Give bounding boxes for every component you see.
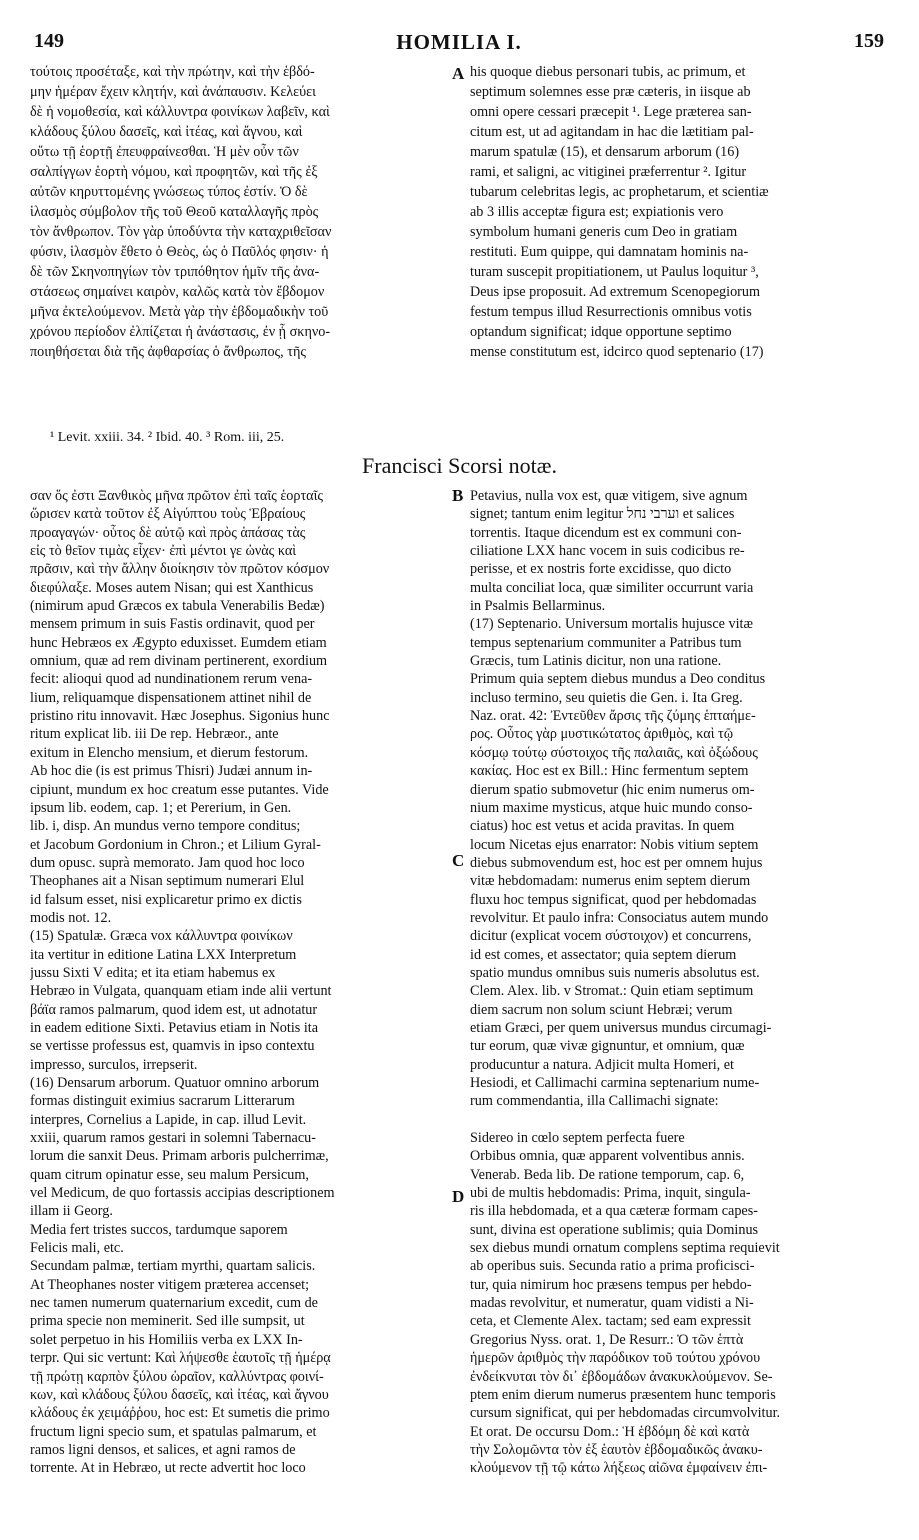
greek-text-line: ἱλασμὸς σύμβολον τῆς τοῦ Θεοῦ καταλλαγῆς πρὸς [30, 204, 319, 220]
margin-letter-a: A [452, 64, 465, 83]
notes-line: Hesiodi, et Callimachi carmina septenarium nume- [470, 1075, 760, 1091]
notes-line: βάϊα ramos palmarum, quod idem est, ut adnotatur [30, 1001, 318, 1018]
notes-line: sunt, divina est operatione sublimis; quia Dominus [470, 1221, 759, 1238]
notes-line: Primum quia septem diebus mundus a Deo conditus [470, 671, 766, 688]
greek-text-line: ποιηθήσεται διὰ τῆς ἀφθαρσίας ὁ ἄνθρωπος, τῆς [30, 344, 306, 360]
notes-line: fluxu hoc tempus significat, quod per hebdomadas [470, 891, 757, 908]
notes-line: tempus septenarium communiter a Patribus tum [470, 634, 742, 651]
margin-letter-d: D [452, 1187, 465, 1206]
notes-line: torrentis. Itaque dicendum est ex communi con- [470, 524, 742, 541]
notes-line: ptem enim dierum numerus præsentem hunc temporis [470, 1386, 776, 1403]
notes-line: mensem primum in suis Fastis ordinavit, quod per [30, 616, 315, 633]
running-header [34, 30, 884, 56]
notes-line: perisse, et ex nostris forte excidisse, quo dicto [470, 561, 732, 578]
notes-line: terpr. Qui sic vertunt: Καὶ λήψεσθε ἑαυτοῖς τῇ ἡμέρᾳ [30, 1350, 331, 1367]
notes-column-left [30, 487, 448, 1478]
notes-line: Petavius, nulla vox est, quæ vitigem, sive agnum [470, 488, 748, 504]
latin-text-line: restituti. Eum quippe, qui damnatam hominis na- [470, 244, 749, 260]
notes-line: nec tamen numerum quaternarium excedit, cum de [30, 1295, 318, 1312]
notes-line: illam ii Georg. [30, 1203, 113, 1220]
notes-line: signet; tantum enim legitur וערבי נחל et salices [470, 506, 735, 523]
latin-text-line: rami, et saligni, ac vitiginei præferrentur ². Igitur [470, 164, 747, 180]
notes-line: κλούμενον τῇ τῷ κάτω λήξεως αἰῶνα ἐμφαίνειν ἐπι- [470, 1460, 768, 1477]
greek-text-column [30, 62, 448, 362]
notes-line: dum opusc. suprà memorato. Jam quod hoc loco [30, 854, 305, 871]
greek-text-line: τὸν ἄνθρωπον. Τὸν γὰρ ὑποδύντα τὴν καταχριθεῖσαν [30, 224, 332, 240]
greek-text-line: κλάδους ξύλου δασεῖς, καὶ ἰτέας, καὶ ἄγνου, καὶ [30, 124, 303, 140]
greek-text-line: φύσιν, ἱλασμὸν ἔθετο ὁ Θεὸς, ὡς ὁ Παῦλός φησιν· ἡ [30, 244, 329, 260]
greek-text-line: δὲ τῶν Σκηνοπηγίων τὸν τριπόθητον ἡμῖν τῆς ἀνα- [30, 264, 320, 280]
notes-line: (16) Densarum arborum. Quatuor omnino arborum [30, 1075, 320, 1091]
latin-text-line: symbolum humani generis cum Deo in gratiam [470, 224, 738, 240]
notes-line: nium maxime mysticus, atque huic mundo conso- [470, 799, 753, 816]
greek-text-line: χρόνου περίοδον ἐλπίζεται ἡ ἀνάστασις, ἐν ᾗ σκηνο- [30, 324, 331, 340]
notes-line: ab operibus suis. Secunda ratio a prima proficisci- [470, 1258, 755, 1275]
notes-line: Orbibus omnia, quæ apparent volventibus annis. [470, 1148, 745, 1165]
notes-line: διεφύλαξε. Moses autem Nisan; qui est Xanthicus [30, 579, 314, 596]
notes-line: εἰς τὸ θεῖον τιμὰς εἶχεν· ἐπὶ μέντοι γε ὠνὰς καὶ [30, 543, 297, 560]
notes-line: incluso termino, seu quietis die Gen. i. Ita Greg. [470, 689, 743, 706]
notes-line: fructum ligni specio sum, et spatulas palmarum, et [30, 1423, 317, 1440]
margin-letter-c: C [452, 851, 465, 870]
notes-line: ἐνδείκνυται τὸν δι᾽ ἑβδομάδων ἀνακυκλούμενον. Se- [470, 1368, 773, 1385]
greek-text-line: δὲ ἡ νομοθεσία, καὶ κάλλυντρα φοινίκων λαβεῖν, καὶ [30, 104, 330, 120]
notes-line: ipsum lib. eodem, cap. 1; et Pererium, in Gen. [30, 799, 292, 816]
notes-line: hunc Hebræos ex Ægypto eduxisset. Eumdem etiam [30, 634, 327, 651]
notes-line: in Psalmis Bellarminus. [470, 598, 606, 615]
notes-line: lium, reliquamque dispensationem attinet nihil de [30, 689, 312, 706]
latin-text-column [470, 62, 885, 362]
latin-text-line: ab 3 illis acceptæ figura est; expiationis vero [470, 204, 724, 220]
running-title: HOMILIA I. [396, 30, 522, 54]
greek-text-line: οὕτω τῇ ἑορτῇ ἐπευφραίνεσθαι. Ἡ μὲν οὖν τῶν [30, 144, 299, 160]
greek-text-line: τούτοις προσέταξε, καὶ τὴν πρώτην, καὶ τὴν ἑβδό- [30, 64, 315, 80]
notes-line: etiam Græci, per quem universus mundus circumagi- [470, 1019, 772, 1036]
notes-line: xxiii, quarum ramos gestari in solemni Tabernacu- [30, 1130, 316, 1147]
notes-line: ramos ligni densos, et salices, et agni ramos de [30, 1441, 296, 1458]
latin-text-line: Deus ipse proposuit. Ad extremum Scenopegiorum [470, 284, 761, 300]
notes-line: multa conciliat loca, quæ similiter occurrunt varia [470, 579, 754, 596]
notes-line: Ab hoc die (is est primus Thisri) Judæi annum in- [30, 763, 313, 780]
notes-line: se vertisse professus est, quamvis in ipso contextu [30, 1038, 315, 1055]
notes-line: modis not. 12. [30, 909, 112, 926]
notes-line [470, 1111, 885, 1129]
notes-line: ita vertitur in editione Latina LXX Interpretum [30, 946, 297, 963]
latin-text-line: marum spatulæ (15), et densarum arborum (16) [470, 144, 740, 160]
notes-line: (15) Spatulæ. Græca vox κάλλυντρα φοινίκων [30, 928, 293, 945]
notes-line: (17) Septenario. Universum mortalis hujusce vitæ [470, 616, 753, 633]
notes-line: revolvitur. Et paulo infra: Consociatus autem mundo [470, 909, 769, 926]
notes-line: spatio mundus omnibus suis numeris absolutus est. [470, 964, 760, 981]
notes-line: κων, καὶ κλάδους ξύλου δασεῖς, καὶ ἰτέας, καὶ ἄγνου [30, 1386, 329, 1403]
notes-line: ρος. Οὗτος γὰρ μυστικώτατος ἀριθμὸς, καὶ τῷ [470, 726, 734, 743]
notes-line: rum commendantia, illa Callimachi signate: [470, 1093, 719, 1110]
greek-text-line: μῆνα ἐκτελούμενον. Μετὰ γὰρ τὴν ἑβδομαδικὴν τοῦ [30, 304, 329, 320]
notes-column-right [470, 487, 885, 1478]
notes-line: Græcis, tum Latinis dicitur, non una ratione. [470, 653, 722, 670]
greek-text-line: στάσεως σημαίνει καιρὸν, καλῶς κατὰ τὸν ἕβδομον [30, 284, 325, 300]
greek-text-line: μην ἡμέραν ἔχειν κλητήν, καὶ ἀνάπαυσιν. Κελεύει [30, 84, 316, 100]
notes-line: Theophanes ait a Nisan septimum numerari Elul [30, 873, 305, 890]
notes-line: ritum explicat lib. iii De rep. Hebræor., ante [30, 726, 279, 743]
notes-line: formas distinguit eximius sacrarum Litterarum [30, 1093, 295, 1110]
notes-line: ris illa hebdomada, et a qua cæteræ formam capes- [470, 1203, 758, 1220]
notes-line: κόσμῳ τούτῳ σύστοιχος τῆς παλαιᾶς, καὶ ὀξώδους [470, 744, 758, 761]
notes-line: impresso, surculos, irrepserit. [30, 1056, 198, 1073]
notes-line: ἡμερῶν ἀριθμὸς τὴν παρόδικον τοῦ τούτου χρόνου [470, 1350, 761, 1367]
notes-line: prima specie non meminerit. Sed ille sumpsit, ut [30, 1313, 305, 1330]
notes-line: Secundam palmæ, tertiam myrthi, quartam salicis. [30, 1258, 316, 1275]
notes-line: producuntur a natura. Adjicit multa Homeri, et [470, 1056, 734, 1073]
notes-line: ὥρισεν κατὰ τοῦτον ἐξ Αἰγύπτου τοὺς Ἑβραίους [30, 506, 306, 523]
latin-text-line: tubarum celebritas legis, ac prophetarum, et scientiæ [470, 184, 769, 200]
notes-title: Francisci Scorsi notæ. [362, 453, 557, 478]
notes-line: in eadem editione Sixti. Petavius etiam in Notis ita [30, 1019, 319, 1036]
notes-line: πρᾶσιν, καὶ τὴν ἄλλην διοίκησιν τὸν πρῶτον κόσμον [30, 561, 330, 578]
notes-line: σαν ὅς ἐστι Ξανθικὸς μῆνα πρῶτον ἐπὶ ταῖς ἑορταῖς [30, 488, 324, 504]
notes-line: id est comes, et assectator; quia septem dierum [470, 946, 737, 963]
greek-text-line: αὐτῶν κηρυττομένης γνώσεως τύπος ἐστίν. Ὁ δὲ [30, 184, 308, 200]
latin-text-line: citum est, ut ad agitandam in hac die lætitiam pal- [470, 124, 754, 140]
notes-line: tur eorum, quæ vivæ gignuntur, et omnium, quæ [470, 1038, 745, 1055]
notes-line: sex diebus mundi ornatum complens septima requievit [470, 1240, 780, 1257]
notes-line: et Jacobum Gordonium in Chron.; et Lilium Gyral- [30, 836, 321, 853]
notes-line: dicitur (explicat vocem σύστοιχον) et concurrens, [470, 928, 752, 945]
latin-text-line: festum tempus illud Resurrectionis omnibus votis [470, 304, 752, 320]
notes-line: Et orat. De occursu Dom.: Ἡ ἑβδόμη δὲ καὶ κατὰ [470, 1423, 750, 1440]
notes-line: lib. i, disp. An mundus verno tempore conditus; [30, 818, 301, 835]
page-number-left: 149 [34, 30, 64, 52]
notes-line: lorum die sanxit Deus. Primam arboris pulcherrimæ, [30, 1148, 329, 1165]
notes-line: omnium, quæ ad rem divinam pertinerent, exordium [30, 653, 328, 670]
notes-line: προαγαγών· οὗτος δὲ αὐτῷ καὶ πρὸς ἁπάσας τὰς [30, 524, 306, 541]
page-number-right: 159 [854, 30, 884, 52]
notes-line: exitum in Elencho mensium, et dierum festorum. [30, 744, 309, 761]
notes-line: quam citrum opinatur esse, seu malum Persicum, [30, 1166, 309, 1183]
greek-text-line: σαλπίγγων ἑορτὴ νόμου, καὶ προφητῶν, καὶ τῆς ἐξ [30, 164, 318, 180]
notes-line: Sidereo in cœlo septem perfecta fuere [470, 1130, 685, 1147]
footnotes: ¹ Levit. xxiii. 34. ² Ibid. 40. ³ Rom. iii, 25. [50, 430, 285, 445]
notes-line: solet perpetuo in his Homiliis verba ex LXX In- [30, 1331, 303, 1348]
notes-line: ciliatione LXX hanc vocem in suis codicibus re- [470, 543, 745, 560]
notes-line: ubi de multis hebdomadis: Prima, inquit, singula- [470, 1185, 751, 1202]
latin-text-line: omni opere cessari præcepit ¹. Lege præterea san- [470, 104, 752, 120]
notes-line: Clem. Alex. lib. v Stromat.: Quin etiam septimum [470, 983, 754, 1000]
notes-line: ciatus) hoc est vetus et acida pravitas. In quem [470, 818, 735, 835]
notes-line: Felicis mali, etc. [30, 1240, 124, 1257]
notes-line: Hebræo in Vulgata, quanquam etiam inde alii vertunt [30, 983, 332, 1000]
notes-line: τὴν Σολομῶντα τὸν ἐξ ἑαυτὸν ἑβδομαδικῶς ἀνακυ- [470, 1441, 763, 1458]
notes-line: cursum significat, qui per hebdomadas circumvolvitur. [470, 1405, 781, 1422]
notes-line: torrente. At in Hebræo, ut recte advertit hoc loco [30, 1460, 306, 1477]
latin-text-line: his quoque diebus personari tubis, ac primum, et [470, 64, 746, 80]
notes-line: (nimirum apud Græcos ex tabula Venerabilis Bedæ) [30, 598, 325, 615]
latin-text-line: optandum significat; idque opportune septimo [470, 324, 732, 340]
notes-line: vitæ hebdomadam: numerus enim septem dierum [470, 873, 751, 890]
latin-text-line: mense constitutum est, idcirco quod septenario (17) [470, 344, 764, 360]
notes-line: jussu Sixti V edita; et ita etiam habemus ex [30, 964, 276, 981]
notes-line: Media fert tristes succos, tardumque saporem [30, 1221, 288, 1238]
notes-line: Venerab. Beda lib. De ratione temporum, cap. 6, [470, 1166, 745, 1183]
notes-line: ceta, et Clemente Alex. tactam; sed eam expressit [470, 1313, 751, 1330]
notes-line: id falsum esset, nisi explicaretur primo ex dictis [30, 891, 302, 908]
notes-line: diem sacrum non solum sciunt Hebræi; verum [470, 1001, 733, 1018]
notes-line: interpres, Cornelius a Lapide, in cap. illud Levit. [30, 1111, 307, 1128]
notes-line: fecit: alioqui quod ad nundinationem rerum vena- [30, 671, 313, 688]
notes-line: dierum spatio submovetur (hic enim numerus om- [470, 781, 755, 798]
notes-line: Gregorius Nyss. orat. 1, De Resurr.: Ὁ τῶν ἑπτὰ [470, 1331, 744, 1348]
latin-text-line: septimum solemnes esse præ cæteris, in iisque ab [470, 84, 751, 100]
notes-line: pristino ritu innovavit. Hæc Josephus. Sigonius hunc [30, 708, 330, 725]
margin-letter-b: B [452, 486, 464, 505]
notes-line: diebus submovendum est, hoc est per omnem hujus [470, 854, 763, 871]
notes-line: madas revolvitur, et numeratur, quam vidisti a Ni- [470, 1295, 754, 1312]
notes-line: κλάδους ἐκ χειμάῤῥου, hoc est: Et sumetis die primo [30, 1405, 330, 1422]
notes-line: locum Nicetas ejus enarrator: Nobis vitium septem [470, 836, 759, 853]
notes-line: τῇ πρώτῃ καρπὸν ξύλου ὡραῖον, καλλύντρας φοινί- [30, 1368, 324, 1385]
notes-line: vel Medicum, de quo fortassis accipias descriptionem [30, 1185, 335, 1202]
latin-text-line: turam suscepit propitiationem, ut Paulus loquitur ³, [470, 264, 759, 280]
notes-line: At Theophanes noster vitigem præterea accenset; [30, 1276, 310, 1293]
notes-line: tur, quia nimirum hoc præsens tempus per hebdo- [470, 1276, 752, 1293]
notes-line: κακίας. Hoc est ex Bill.: Hinc fermentum septem [470, 763, 749, 780]
notes-line: Naz. orat. 42: Ἐντεῦθεν ἄρσις τῆς ζύμης ἑπταήμε- [470, 708, 756, 725]
notes-line: cipiunt, mundum ex hoc creatum esse putantes. Vide [30, 781, 329, 798]
